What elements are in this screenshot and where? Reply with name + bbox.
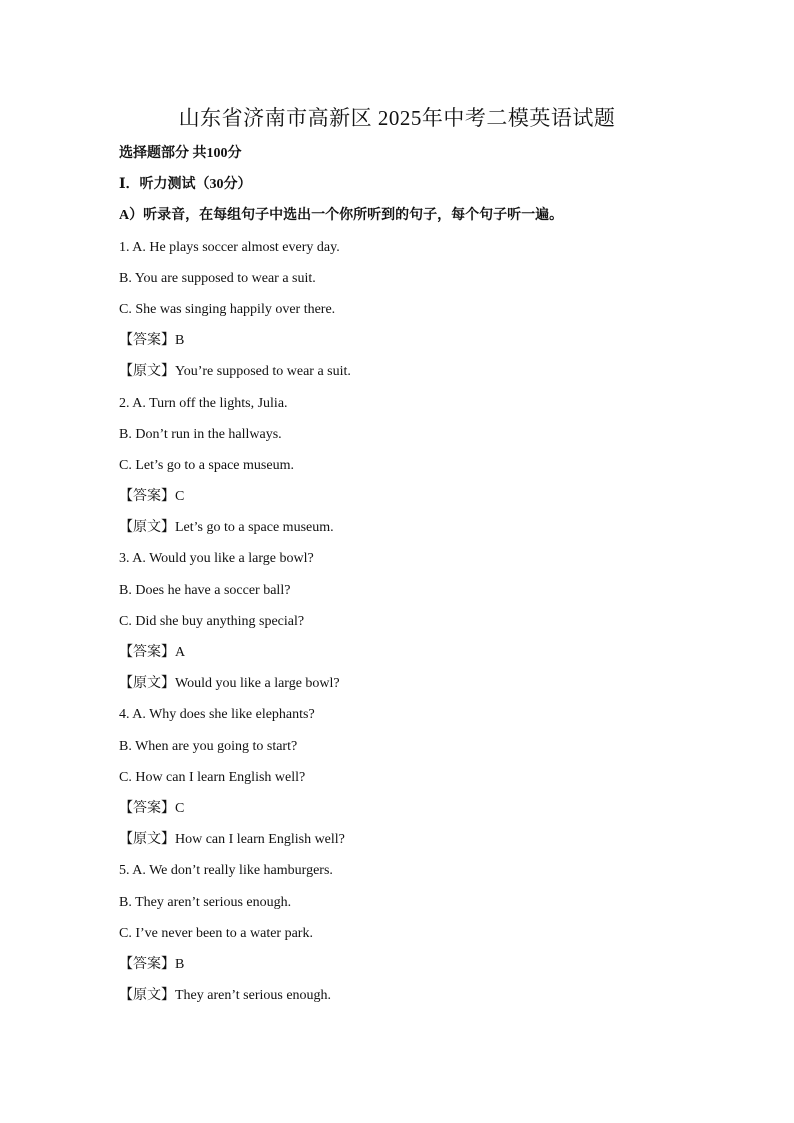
question-option-c: C. I’ve never been to a water park.: [119, 925, 313, 941]
question-option-a: 5. A. We don’t really like hamburgers.: [119, 863, 333, 879]
question-option-b: B. You are supposed to wear a suit.: [119, 270, 316, 286]
question-5: [119, 861, 679, 1017]
document-body: [119, 144, 679, 1017]
question-option-a: 1. A. He plays soccer almost every day.: [119, 239, 340, 255]
question-answer: 【答案】C: [119, 800, 185, 816]
question-option-c: C. She was singing happily over there.: [119, 301, 336, 317]
question-1: [119, 238, 679, 394]
question-option-b: B. When are you going to start?: [119, 738, 298, 754]
section-header: 选择题部分 共100分: [119, 146, 242, 161]
question-option-c: C. Did she buy anything special?: [119, 613, 305, 629]
question-option-a: 3. A. Would you like a large bowl?: [119, 551, 314, 567]
question-2: [119, 394, 679, 550]
question-4: [119, 705, 679, 861]
question-source-text: 【原文】Let’s go to a space museum.: [119, 520, 334, 536]
question-option-a: 4. A. Why does she like elephants?: [119, 707, 315, 723]
question-answer: 【答案】B: [119, 333, 185, 349]
question-option-a: 2. A. Turn off the lights, Julia.: [119, 395, 288, 411]
question-answer: 【答案】B: [119, 956, 185, 972]
question-3: [119, 549, 679, 705]
question-source-text: 【原文】You’re supposed to wear a suit.: [119, 364, 351, 380]
question-option-c: C. How can I learn English well?: [119, 769, 306, 785]
question-source-text: 【原文】How can I learn English well?: [119, 832, 345, 848]
question-option-b: B. They aren’t serious enough.: [119, 894, 292, 910]
question-source-text: 【原文】Would you like a large bowl?: [119, 676, 340, 692]
question-source-text: 【原文】They aren’t serious enough.: [119, 988, 332, 1004]
document-title: 山东省济南市高新区 2025年中考二模英语试题: [178, 106, 616, 130]
part-heading: Ⅰ．听力测试（30分）: [119, 177, 252, 193]
instruction: A）听录音，在每组句子中选出一个你所听到的句子，每个句子听一遍。: [119, 208, 564, 224]
question-answer: 【答案】C: [119, 489, 185, 505]
question-option-b: B. Does he have a soccer ball?: [119, 582, 291, 598]
question-option-c: C. Let’s go to a space museum.: [119, 457, 294, 473]
question-option-b: B. Don’t run in the hallways.: [119, 426, 282, 442]
question-answer: 【答案】A: [119, 645, 186, 660]
